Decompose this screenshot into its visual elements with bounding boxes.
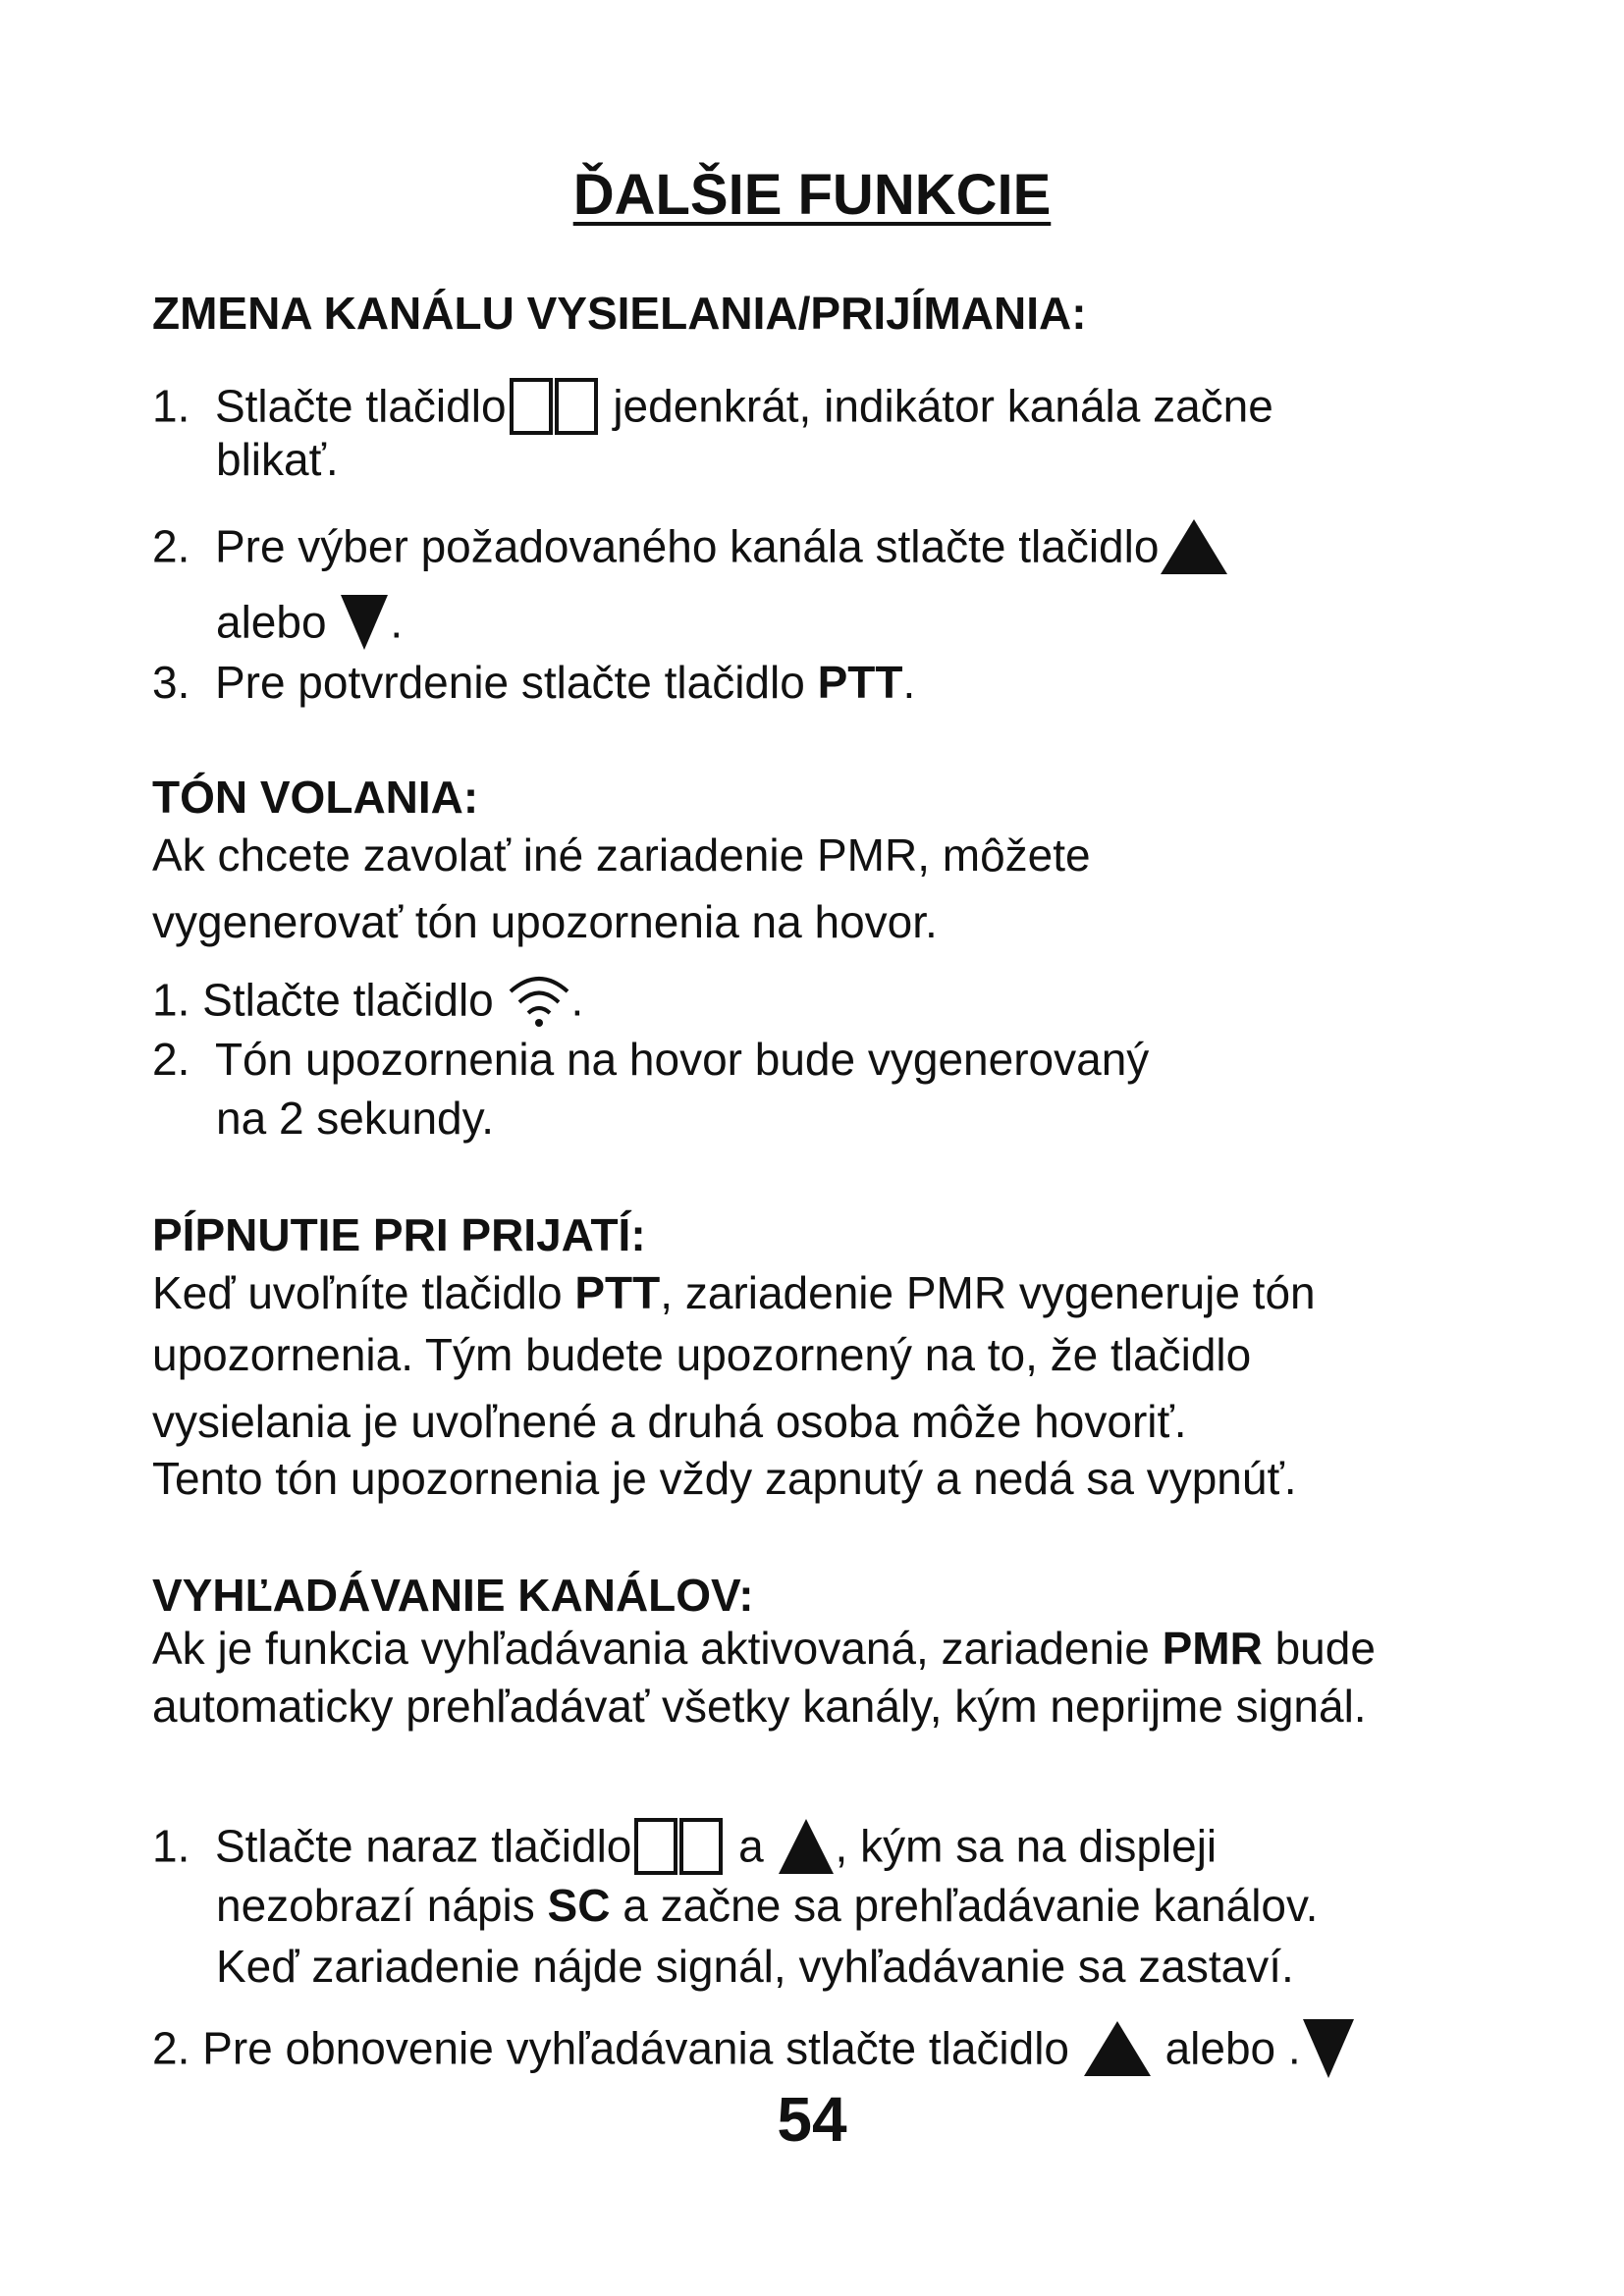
receive-beep-paragraph-line: vysielania je uvoľnené a druhá osoba môže hovoriť. [152,1396,1187,1447]
step-text: a [726,1820,777,1872]
up-arrow-icon [1082,2019,1153,2085]
step-text-cont: , kým sa na displeji [835,1820,1218,1872]
channel-step-3 [152,657,916,708]
channel-scan-step-1-cont [216,1880,1319,1931]
ptt-label: PTT [817,657,903,708]
channel-scan-paragraph-line [152,1623,1376,1674]
step-text: Stlačte tlačidlo [214,380,507,432]
sc-label: SC [547,1880,611,1931]
step-number: 1. [152,974,190,1026]
up-arrow-icon [777,1817,836,1883]
down-arrow-icon [339,593,390,659]
channel-step-2 [152,517,1229,583]
step-text: Pre výber požadovaného kanála stlačte tlačidlo [214,520,1160,572]
call-tone-step-1 [152,972,583,1036]
section-heading-call-tone: TÓN VOLANIA: [152,772,479,823]
step-text: alebo [216,596,340,648]
step-text: alebo [1152,2022,1288,2074]
text-fragment: nezobrazí nápis [216,1880,548,1931]
step-text-end: . [902,657,916,708]
step-text: Stlačte tlačidlo [202,974,507,1026]
step-number: 1. [152,1820,190,1872]
channel-scan-step-2 [152,2017,1356,2087]
step-text: Stlačte naraz tlačidlo [214,1820,632,1872]
step-text-end: . [1287,2022,1301,2074]
call-tone-paragraph-line: vygenerovať tón upozornenia na hovor. [152,896,938,947]
up-arrow-icon [1159,517,1229,583]
step-text-cont: jedenkrát, indikátor kanála začne [600,380,1273,432]
call-tone-step-2-cont: na 2 sekundy. [216,1093,495,1144]
text-fragment: , zariadenie PMR vygeneruje tón [660,1267,1316,1318]
text-fragment: Ak je funkcia vyhľadávania aktivovaná, zariadenie [152,1623,1163,1674]
step-number: 2. [152,520,190,572]
channel-step-1-cont: blikať. [216,434,339,485]
text-fragment: Keď uvoľníte tlačidlo [152,1267,575,1318]
page-title: ĎALŠIE FUNKCIE [572,163,1052,227]
page-number: 54 [777,2084,847,2155]
down-arrow-icon [1301,2017,1356,2087]
receive-beep-paragraph-line: Tento tón upozornenia je vždy zapnutý a nedá sa vypnúť. [152,1453,1297,1504]
step-number: 1. [152,380,190,432]
section-heading-channel-scan: VYHĽADÁVANIE KANÁLOV: [152,1570,754,1621]
step-number: 2. [152,2022,190,2074]
receive-beep-paragraph-line [152,1267,1316,1318]
book-button-icon [631,1816,726,1884]
channel-step-2-cont [216,593,403,659]
step-text-end: . [390,596,404,648]
ptt-label: PTT [574,1267,661,1318]
step-text: Pre potvrdenie stlačte tlačidlo [214,657,818,708]
step-text-end: . [570,974,584,1026]
call-tone-paragraph-line: Ak chcete zavolať iné zariadenie PMR, môžete [152,829,1091,881]
text-fragment: bude [1262,1623,1376,1674]
book-button-icon [507,376,601,444]
call-signal-icon [507,972,571,1036]
step-text: Tón upozornenia na hovor bude vygenerovaný [214,1034,1150,1085]
step-text: Pre obnovenie vyhľadávania stlačte tlačidlo [202,2022,1082,2074]
text-fragment: a začne sa prehľadávanie kanálov. [610,1880,1319,1931]
call-tone-step-2 [152,1034,1150,1085]
receive-beep-paragraph-line: upozornenia. Tým budete upozornený na to, že tlačidlo [152,1329,1252,1380]
step-number: 3. [152,657,190,708]
channel-scan-paragraph-line: automaticky prehľadávať všetky kanály, kým neprijme signál. [152,1681,1367,1732]
channel-scan-step-1-cont: Keď zariadenie nájde signál, vyhľadávanie sa zastaví. [216,1941,1294,1992]
section-heading-channel-change: ZMENA KANÁLU VYSIELANIA/PRIJÍMANIA: [152,288,1087,339]
step-number: 2. [152,1034,190,1085]
section-heading-receive-beep: PÍPNUTIE PRI PRIJATÍ: [152,1209,646,1260]
channel-scan-step-1 [152,1816,1217,1884]
pmr-label: PMR [1162,1623,1263,1674]
